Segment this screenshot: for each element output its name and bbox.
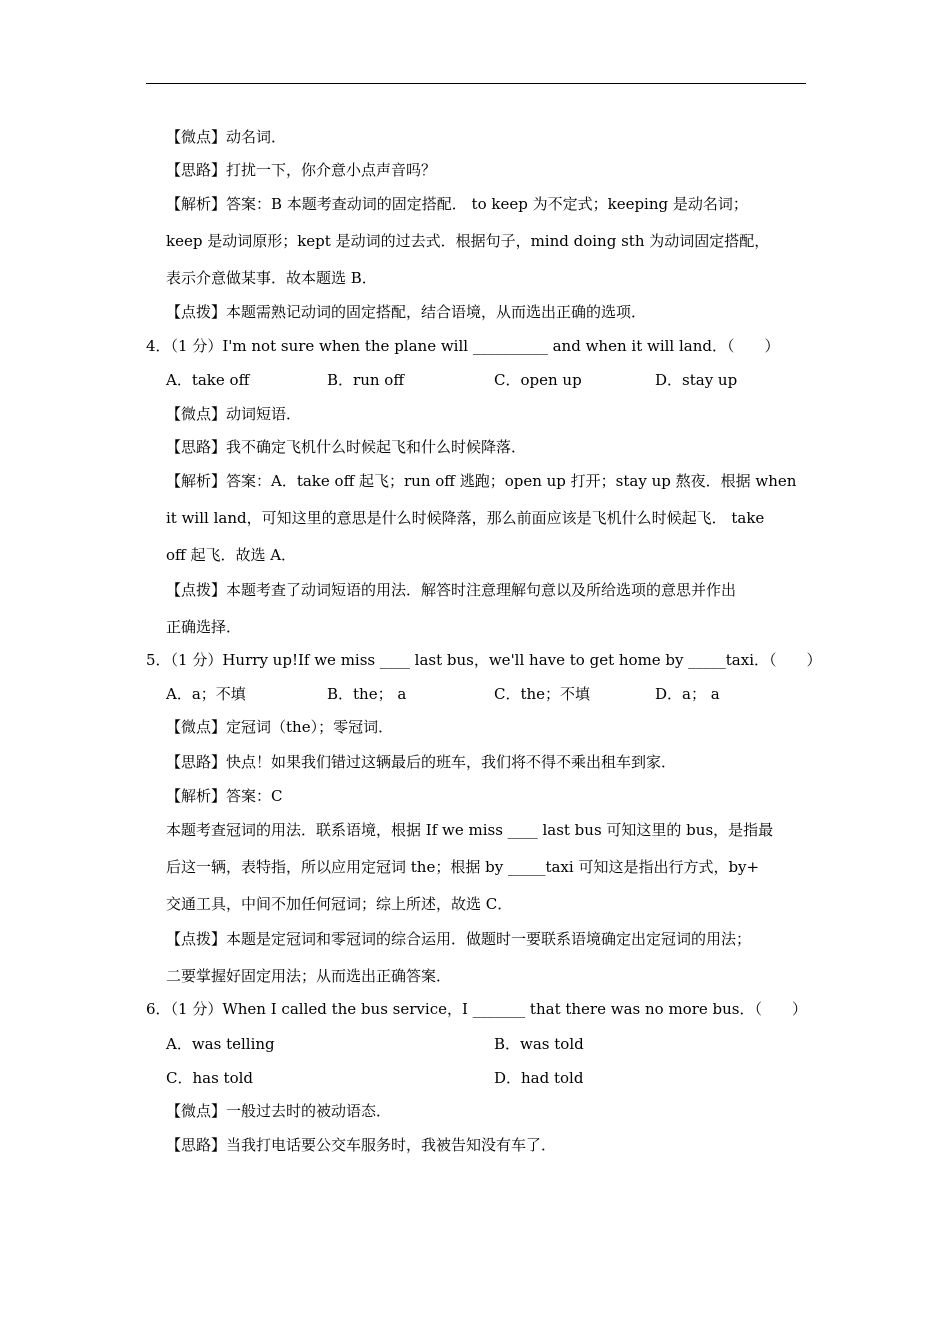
- jiexi-line: it will land，可知这里的意思是什么时候降落，那么前面应该是飞机什么时候起飞． take: [166, 509, 765, 527]
- dianbo-line: 【点拨】本题需熟记动词的固定搭配，结合语境，从而选出正确的选项．: [166, 303, 647, 321]
- weidian-line: 【微点】动名词．: [166, 128, 287, 146]
- silu-line: 【思路】快点！如果我们错过这辆最后的班车，我们将不得不乘出租车到家．: [166, 753, 677, 771]
- question-6: 6．（1 分）When I called the bus service，I _______ that there was no more bus．（ ）: [146, 1000, 807, 1018]
- silu-line: 【思路】我不确定飞机什么时候起飞和什么时候降落．: [166, 438, 527, 456]
- jiexi-line: 本题考查冠词的用法．联系语境，根据 If we miss ____ last bus 可知这里的 bus，是指最: [166, 821, 774, 839]
- jiexi-line: 表示介意做某事．故本题选 B．: [166, 269, 377, 287]
- weidian-line: 【微点】定冠词（the）；零冠词．: [166, 718, 394, 736]
- dianbo-line: 【点拨】本题是定冠词和零冠词的综合运用．做题时一要联系语境确定出定冠词的用法；: [166, 930, 752, 948]
- option-c: C．has told: [166, 1069, 254, 1087]
- jiexi-line: 后这一辆，表特指，所以应用定冠词 the；根据 by _____taxi 可知这是指出行方式，by+: [166, 858, 760, 876]
- question-4: 4．（1 分）I'm not sure when the plane will __________ and when it will land．（ ）: [146, 337, 780, 355]
- header-rule: [146, 83, 806, 84]
- option-d: D．stay up: [655, 371, 738, 389]
- jiexi-line: off 起飞．故选 A．: [166, 546, 297, 564]
- jiexi-line: 交通工具，中间不加任何冠词；综上所述，故选 C．: [166, 895, 513, 913]
- weidian-line: 【微点】动词短语．: [166, 405, 302, 423]
- silu-line: 【思路】打扰一下，你介意小点声音吗？: [166, 161, 437, 179]
- option-d: D．a； a: [655, 685, 720, 703]
- option-b: B．run off: [327, 371, 404, 389]
- silu-line: 【思路】当我打电话要公交车服务时，我被告知没有车了．: [166, 1136, 557, 1154]
- option-a: A．a；不填: [166, 685, 246, 703]
- option-b: B．the； a: [327, 685, 407, 703]
- question-5: 5．（1 分）Hurry up!If we miss ____ last bus，we'll have to get home by _____taxi．（ ）: [146, 651, 822, 669]
- option-b: B．was told: [494, 1035, 584, 1053]
- option-d: D．had told: [494, 1069, 584, 1087]
- jiexi-line: 【解析】答案：C: [166, 787, 283, 805]
- dianbo-line: 二要掌握好固定用法；从而选出正确答案．: [166, 967, 452, 985]
- option-a: A．was telling: [166, 1035, 275, 1053]
- jiexi-line: 【解析】答案：A．take off 起飞；run off 逃跑；open up 打开；stay up 熬夜．根据 when: [166, 472, 797, 490]
- jiexi-line: 【解析】答案：B 本题考查动词的固定搭配． to keep 为不定式；keeping 是动名词；: [166, 195, 748, 213]
- jiexi-line: keep 是动词原形；kept 是动词的过去式．根据句子，mind doing sth 为动词固定搭配，: [166, 232, 770, 250]
- dianbo-line: 【点拨】本题考查了动词短语的用法．解答时注意理解句意以及所给选项的意思并作出: [166, 581, 737, 599]
- dianbo-line: 正确选择．: [166, 618, 242, 636]
- weidian-line: 【微点】一般过去时的被动语态．: [166, 1102, 392, 1120]
- option-c: C．open up: [494, 371, 582, 389]
- option-a: A．take off: [166, 371, 250, 389]
- option-c: C．the；不填: [494, 685, 591, 703]
